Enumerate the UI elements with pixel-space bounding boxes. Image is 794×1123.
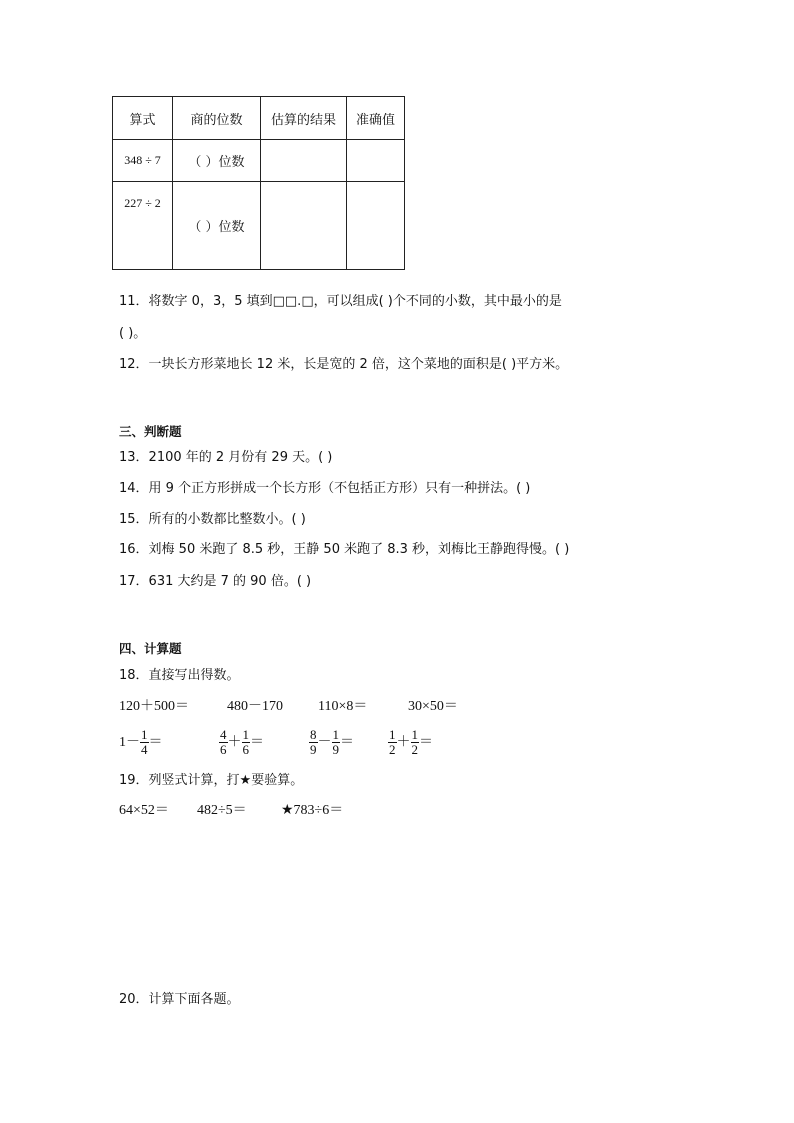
fraction-equals: ＝ <box>148 735 163 750</box>
table-cell-expression: 227 ÷ 2 <box>113 182 173 270</box>
fraction-equals: ＝ <box>250 735 264 750</box>
question-11-line-1: 11．将数字 0，3，5 填到□□.□，可以组成( )个不同的小数，其中最小的是 <box>119 294 562 309</box>
fraction-operator: ＋ <box>227 735 242 750</box>
table-header-cell: 商的位数 <box>173 97 261 140</box>
fraction <box>140 728 149 757</box>
fraction-numerator: 4 <box>220 727 227 743</box>
table-cell-digits: （ ）位数 <box>173 140 261 182</box>
question-15: 15．所有的小数都比整数小。( ) <box>119 512 306 527</box>
section-title-judgement: 三、判断题 <box>119 424 182 439</box>
fraction-numerator: 1 <box>389 727 396 743</box>
fraction-denominator: 4 <box>141 742 148 758</box>
fraction-calc-item <box>219 728 264 758</box>
fraction <box>309 728 318 757</box>
fraction-numerator: 1 <box>332 727 339 743</box>
fraction-numerator: 1 <box>411 727 418 743</box>
vertical-calc-item: 64×52＝ <box>119 803 169 818</box>
question-11-line-2: ( )。 <box>119 326 147 341</box>
fraction <box>411 728 420 757</box>
table-row <box>113 140 405 182</box>
vertical-calc-item: 482÷5＝ <box>197 803 247 818</box>
fraction-numerator: 1 <box>242 727 249 743</box>
oral-calc-item: 110×8＝ <box>318 699 368 714</box>
question-19-title: 19．列竖式计算，打★要验算。 <box>119 773 304 788</box>
question-20-title: 20．计算下面各题。 <box>119 992 240 1007</box>
fraction-calc-item <box>309 728 354 758</box>
question-18-title: 18．直接写出得数。 <box>119 668 240 683</box>
fraction-calc-item <box>388 728 433 758</box>
fraction-numerator: 8 <box>310 727 317 743</box>
fraction <box>388 728 397 757</box>
table-row <box>113 182 405 270</box>
vertical-calc-item: ★783÷6＝ <box>281 803 344 818</box>
table-cell-digits: （ ）位数 <box>173 182 261 270</box>
fraction <box>332 728 341 757</box>
oral-calc-item: 120＋500＝ <box>119 699 189 714</box>
table-header-row <box>113 97 405 140</box>
fraction-numerator: 1 <box>141 727 148 743</box>
fraction-denominator: 9 <box>332 742 339 758</box>
question-13: 13．2100 年的 2 月份有 29 天。( ) <box>119 450 333 465</box>
table-header-cell: 估算的结果 <box>261 97 347 140</box>
table-header-cell: 算式 <box>113 97 173 140</box>
table-cell-expression: 348 ÷ 7 <box>113 140 173 182</box>
table-cell-estimate[interactable] <box>261 182 347 270</box>
fraction <box>242 728 251 757</box>
oral-calc-item: 30×50＝ <box>408 699 458 714</box>
fraction-denominator: 2 <box>411 742 418 758</box>
fraction-calc-item <box>119 728 163 758</box>
section-title-calculation: 四、计算题 <box>119 641 182 656</box>
table-cell-exact[interactable] <box>347 182 405 270</box>
question-14: 14．用 9 个正方形拼成一个长方形（不包括正方形）只有一种拼法。( ) <box>119 481 531 496</box>
question-12: 12．一块长方形菜地长 12 米，长是宽的 2 倍，这个菜地的面积是( )平方米。 <box>119 357 569 372</box>
question-16: 16．刘梅 50 米跑了 8.5 秒，王静 50 米跑了 8.3 秒，刘梅比王静跑得慢。( ) <box>119 542 570 557</box>
fraction-operator: ＋ <box>396 735 411 750</box>
fraction <box>219 728 228 757</box>
fraction-denominator: 9 <box>310 742 317 758</box>
fraction-denominator: 6 <box>220 742 227 758</box>
oral-calc-item: 480－170 <box>227 699 283 714</box>
fraction-operator: － <box>317 735 332 750</box>
fraction-equals: ＝ <box>340 735 354 750</box>
table-cell-estimate[interactable] <box>261 140 347 182</box>
fraction-lead: 1－ <box>119 735 140 750</box>
fraction-denominator: 2 <box>389 742 396 758</box>
table-header-cell: 准确值 <box>347 97 405 140</box>
fraction-denominator: 6 <box>242 742 249 758</box>
estimation-table <box>112 96 405 270</box>
question-17: 17．631 大约是 7 的 90 倍。( ) <box>119 574 312 589</box>
fraction-equals: ＝ <box>419 735 433 750</box>
table-cell-exact[interactable] <box>347 140 405 182</box>
